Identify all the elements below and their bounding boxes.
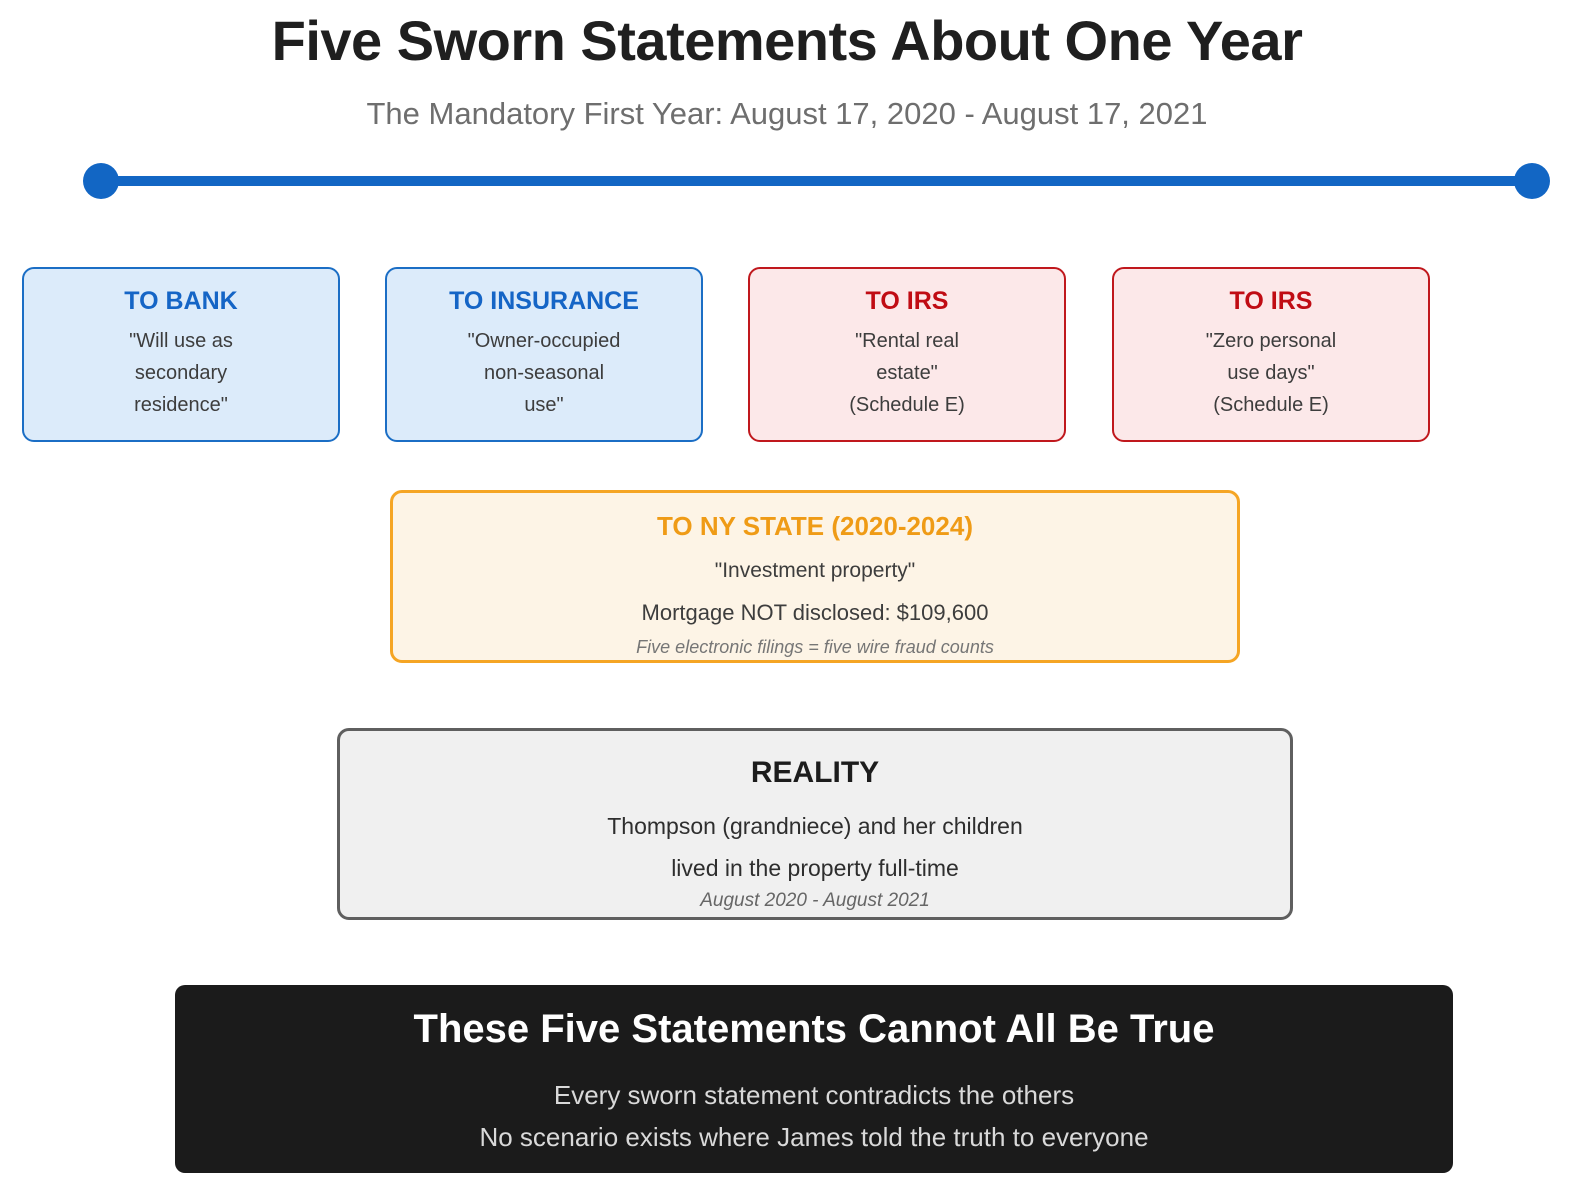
card-heading: TO IRS: [1229, 287, 1313, 315]
conclusion-banner: [175, 985, 1453, 1173]
reality-line: Thompson (grandniece) and her children: [607, 813, 1023, 839]
card-heading: TO BANK: [124, 287, 238, 315]
page-title: Five Sworn Statements About One Year: [271, 9, 1303, 72]
card-line: non-seasonal: [483, 362, 605, 384]
card-line: (Schedule E): [1213, 394, 1329, 416]
page-subtitle: The Mandatory First Year: August 17, 2020 - August 17, 2021: [366, 96, 1208, 131]
reality-heading: REALITY: [750, 756, 880, 789]
reality-card: [337, 728, 1293, 920]
card-heading: TO INSURANCE: [449, 287, 639, 315]
ny-state-line: "Investment property": [714, 559, 916, 582]
card-line: "Will use as: [129, 330, 233, 352]
card-line: estate": [876, 362, 938, 384]
ny-state-line: Mortgage NOT disclosed: $109,600: [641, 600, 989, 625]
statement-card-irs-rental: [748, 267, 1066, 442]
card-line: "Rental real: [855, 330, 959, 352]
statement-card-insurance: [385, 267, 703, 442]
ny-state-note: Five electronic filings = five wire fraud counts: [636, 637, 994, 657]
timeline-bar: [100, 176, 1532, 186]
reality-line: lived in the property full-time: [671, 855, 959, 881]
card-line: use days": [1227, 362, 1315, 384]
reality-note: August 2020 - August 2021: [700, 890, 930, 911]
card-line: "Zero personal: [1205, 330, 1337, 352]
card-line: "Owner-occupied: [467, 330, 621, 352]
ny-state-heading: TO NY STATE (2020-2024): [657, 511, 973, 541]
card-heading: TO IRS: [865, 287, 949, 315]
card-line: use": [524, 394, 564, 416]
statement-card-ny-state: [390, 490, 1240, 663]
card-line: secondary: [134, 362, 228, 384]
card-line: (Schedule E): [849, 394, 965, 416]
card-line: residence": [134, 394, 228, 416]
conclusion-heading: These Five Statements Cannot All Be True: [413, 1007, 1215, 1051]
statement-card-bank: [22, 267, 340, 442]
conclusion-line: Every sworn statement contradicts the others: [553, 1080, 1075, 1110]
statement-card-irs-zero-use: [1112, 267, 1430, 442]
conclusion-line: No scenario exists where James told the truth to everyone: [479, 1122, 1149, 1152]
timeline-end-dot: [1514, 163, 1550, 199]
